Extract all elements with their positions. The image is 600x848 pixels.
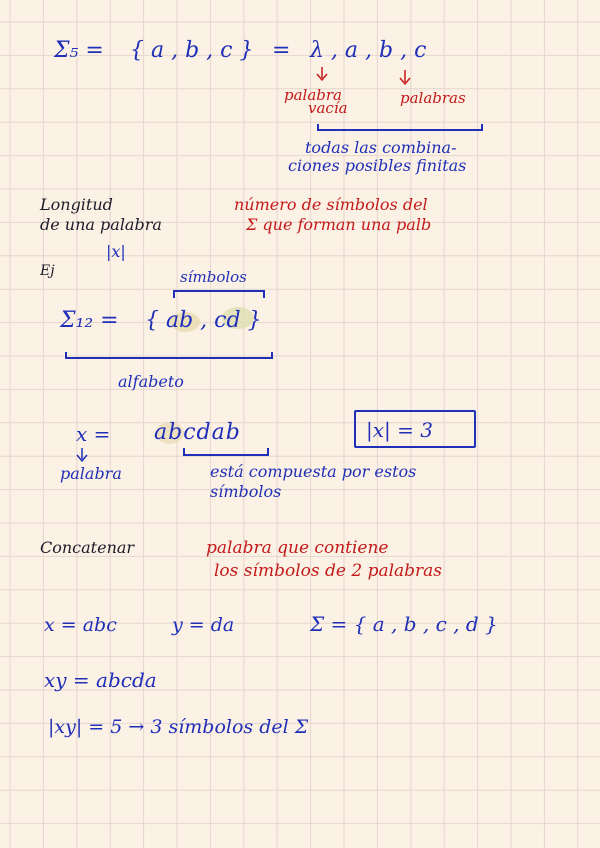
concatenar-definition-2: los símbolos de 2 palabras xyxy=(214,561,443,581)
sigma5-set: { a , b , c } xyxy=(130,38,254,63)
ejemplo-label: Ej xyxy=(40,263,55,279)
example-sigma: Σ = { a , b , c , d } xyxy=(310,612,498,636)
compuesta-2: símbolos xyxy=(210,482,282,501)
simbolos-label: símbolos xyxy=(180,268,247,286)
heading-concatenar: Concatenar xyxy=(40,538,135,557)
longitud-definition-1: número de símbolos del xyxy=(234,195,428,214)
abs-x-result: |x| = 3 xyxy=(366,418,433,442)
annotation-todas-2: ciones posibles finitas xyxy=(288,156,467,175)
example-xy-length: |xy| = 5 → 3 símbolos del Σ xyxy=(48,716,309,738)
longitud-definition-2: Σ que forman una palb xyxy=(246,215,432,234)
example-xy: xy = abcda xyxy=(44,668,157,692)
heading-de-una-palabra: de una palabra xyxy=(40,215,162,234)
example-x: x = abc xyxy=(44,614,117,636)
sigma12-lhs: Σ₁₂ = xyxy=(60,308,119,333)
heading-longitud: Longitud xyxy=(40,195,113,214)
x-word-lhs: x = xyxy=(76,422,111,446)
compuesta-1: está compuesta por estos xyxy=(210,462,417,481)
x-word-rhs: abcdab xyxy=(154,420,241,445)
abs-x-notation: |x| xyxy=(106,242,126,261)
sigma5-lhs: Σ₅ = xyxy=(54,38,104,63)
palabra-label: palabra xyxy=(60,464,122,483)
sigma12-set: { ab , cd } xyxy=(145,308,262,333)
example-y: y = da xyxy=(172,614,235,636)
annotation-palabras: palabras xyxy=(400,89,466,107)
annotation-vacia: vacía xyxy=(308,99,348,117)
annotation-palabra: palabra xyxy=(284,86,343,104)
annotation-todas-1: todas las combina- xyxy=(305,138,457,157)
alfabeto-label: alfabeto xyxy=(118,372,184,391)
sigma5-rhs: λ , a , b , c xyxy=(310,38,427,63)
concatenar-definition-1: palabra que contiene xyxy=(206,538,389,558)
sigma5-equals: = xyxy=(272,38,291,63)
